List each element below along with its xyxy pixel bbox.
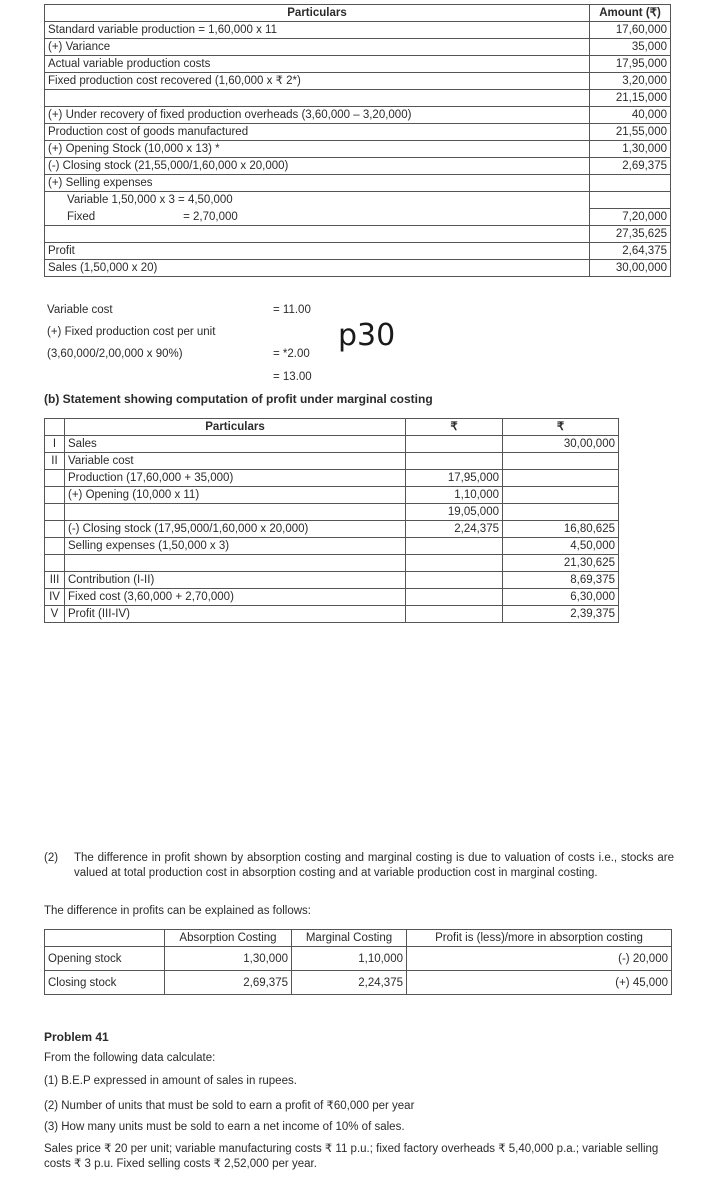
difference-note: (2) The difference in profit shown by absorption costing and marginal costing is due to valuation of costs i.e., stocks are valued at total production cost in absorption costing and at variable production cost in marginal costing. <box>44 852 674 879</box>
fixed-per-unit-label: (+) Fixed production cost per unit <box>47 326 216 338</box>
table-row: Variable 1,50,000 x 3 = 4,50,000 <box>45 192 671 209</box>
table-row: (-) Closing stock (17,95,000/1,60,000 x 20,000) 2,24,375 16,80,625 <box>45 521 619 538</box>
table-row: 21,30,625 <box>45 555 619 572</box>
table-row: (+) Selling expenses <box>45 175 671 192</box>
variable-cost-label: Variable cost <box>47 304 113 316</box>
table-row: IV Fixed cost (3,60,000 + 2,70,000) 6,30,000 <box>45 589 619 606</box>
table-row: Selling expenses (1,50,000 x 3) 4,50,000 <box>45 538 619 555</box>
table-row: Standard variable production = 1,60,000 x 11 17,60,000 <box>45 22 671 39</box>
table-row: (+) Under recovery of fixed production overheads (3,60,000 – 3,20,000) 40,000 <box>45 107 671 124</box>
profit-difference-table: Absorption Costing Marginal Costing Profit is (less)/more in absorption costing Opening stock 1,30,000 1,10,000 (-) 20,000 Closing stock 2,69,375 2,24,375 (+) 45,000 <box>44 929 672 995</box>
problem-intro: From the following data calculate: <box>44 1052 216 1064</box>
table-row: Opening stock 1,30,000 1,10,000 (-) 20,000 <box>45 947 672 971</box>
table-row: II Variable cost <box>45 453 619 470</box>
table-row: Fixed production cost recovered (1,60,000 x ₹ 2*) 3,20,000 <box>45 73 671 90</box>
table-row: Closing stock 2,69,375 2,24,375 (+) 45,000 <box>45 971 672 995</box>
problem-data: Sales price ₹ 20 per unit; variable manufacturing costs ₹ 11 p.u.; fixed factory overheads ₹ 5,40,000 p.a.; variable selling costs ₹ 3 p.u. Fixed selling costs ₹ 2,52,000 per year. <box>44 1143 659 1170</box>
table-row: I Sales 30,00,000 <box>45 436 619 453</box>
table-row: (+) Variance 35,000 <box>45 39 671 56</box>
table-row: III Contribution (I-II) 8,69,375 <box>45 572 619 589</box>
col-rs-2: ₹ <box>503 419 619 436</box>
table-row: 27,35,625 <box>45 226 671 243</box>
table-row: Actual variable production costs 17,95,000 <box>45 56 671 73</box>
table-row: Profit 2,64,375 <box>45 243 671 260</box>
table-row: (-) Closing stock (21,55,000/1,60,000 x 20,000) 2,69,375 <box>45 158 671 175</box>
table-row: Sales (1,50,000 x 20) 30,00,000 <box>45 260 671 277</box>
marginal-costing-table <box>44 418 619 623</box>
total-cost-value: = 13.00 <box>273 371 312 383</box>
table-row: (+) Opening (10,000 x 11) 1,10,000 <box>45 487 619 504</box>
col-rs-1: ₹ <box>406 419 503 436</box>
difference-explained: The difference in profits can be explained as follows: <box>44 905 311 917</box>
table-row: V Profit (III-IV) 2,39,375 <box>45 606 619 623</box>
table-row: 19,05,000 <box>45 504 619 521</box>
problem-item-1: (1) B.E.P expressed in amount of sales in rupees. <box>44 1075 297 1087</box>
fixed-per-unit-value: = *2.00 <box>273 348 310 360</box>
table-row: (+) Opening Stock (10,000 x 13) * 1,30,000 <box>45 141 671 158</box>
fixed-formula: (3,60,000/2,00,000 x 90%) <box>47 348 183 360</box>
col-amount: Amount (₹) <box>590 5 671 22</box>
table-row: Production (17,60,000 + 35,000) 17,95,000 <box>45 470 619 487</box>
page-mark: p30 <box>338 318 396 353</box>
table-row: Production cost of goods manufactured 21,55,000 <box>45 124 671 141</box>
variable-cost-value: = 11.00 <box>273 304 311 316</box>
table-row: 21,15,000 <box>45 90 671 107</box>
problem-item-3: (3) How many units must be sold to earn a net income of 10% of sales. <box>44 1121 405 1133</box>
problem-item-2: (2) Number of units that must be sold to earn a profit of ₹60,000 per year <box>44 1100 415 1112</box>
problem-title: Problem 41 <box>44 1030 109 1044</box>
col-particulars: Particulars <box>45 5 590 22</box>
table-row: Fixed = 2,70,000 7,20,000 <box>45 209 671 226</box>
section-b-title: (b) Statement showing computation of profit under marginal costing <box>44 392 433 406</box>
col-particulars: Particulars <box>65 419 406 436</box>
absorption-costing-table <box>44 4 671 277</box>
